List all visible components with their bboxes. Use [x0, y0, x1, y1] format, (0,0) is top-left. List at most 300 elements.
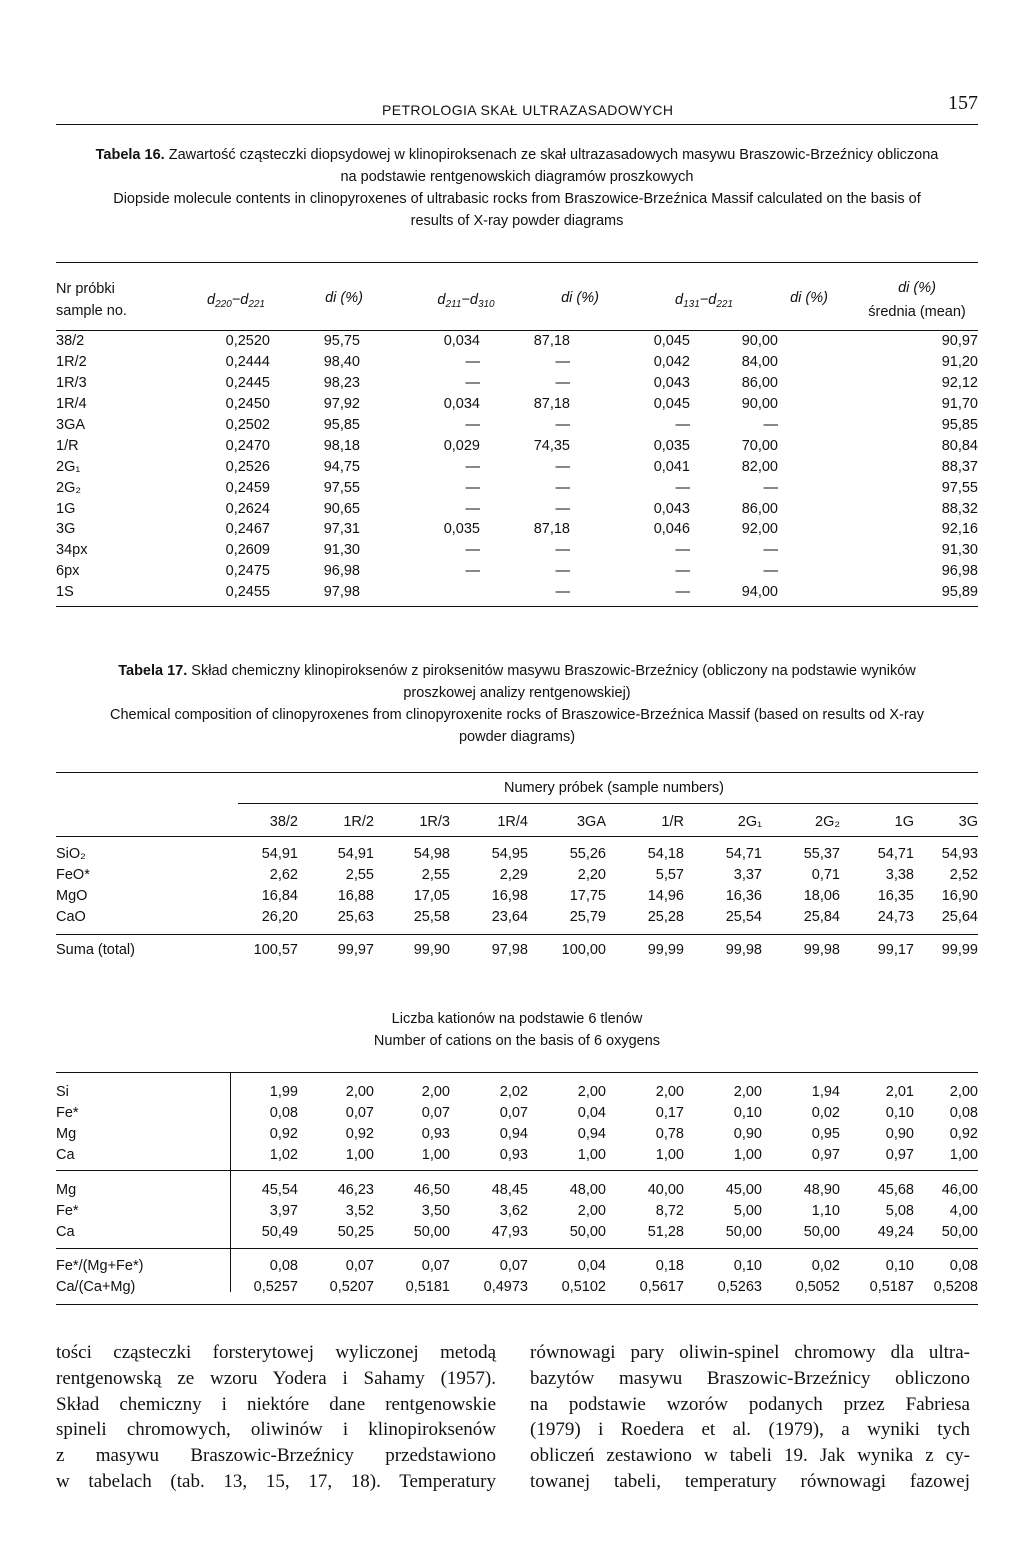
table-cell: 1,00: [733, 1147, 762, 1164]
sample-number-header: 1R/3: [419, 814, 450, 831]
table-cell: 90,65: [323, 500, 360, 517]
table-cell: 0,92: [269, 1126, 298, 1143]
table-cell: 49,24: [877, 1224, 914, 1241]
table-cell: 0,92: [345, 1126, 374, 1143]
table-cell: 54,93: [941, 846, 978, 863]
header-rule: [56, 124, 978, 125]
table-cell: 98,23: [323, 375, 360, 392]
table-cell: 46,00: [941, 1182, 978, 1199]
table-cell: 16,98: [491, 888, 528, 905]
text-line: Skład chemiczny i niektóre dane rentgenowskie: [56, 1393, 496, 1415]
table-cell: —: [555, 417, 570, 433]
table-cell: 51,28: [647, 1224, 684, 1241]
table-cell: 2,00: [949, 1084, 978, 1101]
table-cell: —: [465, 500, 480, 517]
table-row: [56, 415, 978, 436]
table-cell: 2,55: [345, 867, 374, 884]
table-row: [56, 331, 978, 352]
table-cell: 50,00: [413, 1224, 450, 1241]
table-cell: —: [465, 542, 480, 559]
table-cell: 0,5617: [639, 1279, 684, 1296]
table-cell: 2,00: [733, 1084, 762, 1101]
table-cell: 0,95: [811, 1126, 840, 1143]
header-mean: [856, 276, 978, 324]
table-row: [56, 456, 978, 477]
table-cell: 2,29: [499, 867, 528, 884]
table-cell: [360, 582, 480, 603]
corner-cell: [56, 812, 238, 833]
table-row: [56, 519, 978, 540]
table-cell: 91,20: [941, 354, 978, 371]
table-cell: 54,95: [491, 846, 528, 863]
table-cell: 0,2502: [225, 417, 270, 433]
table-cell: 0,2470: [225, 437, 270, 454]
table-cell: 95,75: [323, 333, 360, 350]
table-cell: 45,68: [877, 1182, 914, 1199]
table-cell: —: [763, 542, 778, 559]
table-cell: 17,05: [413, 888, 450, 905]
row-label: CaO: [56, 909, 86, 926]
header-di-2: di (%): [561, 290, 599, 306]
table-cell: 80,84: [941, 437, 978, 454]
table-cell: 0,07: [499, 1105, 528, 1122]
table-cell: 95,89: [941, 584, 978, 601]
sample-id: 6px: [56, 563, 80, 580]
row-label: FeO*: [56, 867, 90, 884]
table-cell: 0,90: [733, 1126, 762, 1143]
table-cell: 0,90: [885, 1126, 914, 1143]
table-cell: 2,02: [499, 1084, 528, 1101]
ratios-table: [56, 1256, 978, 1298]
table-row: [56, 352, 978, 373]
table-cell: 25,28: [647, 909, 684, 926]
text-line: bazytów masywu Braszowic-Brzeźnicy obliczono: [530, 1367, 970, 1389]
table-row: [56, 907, 978, 928]
header-d1-b: d: [240, 292, 249, 308]
table16-bottom-rule: [56, 606, 978, 607]
cations-title-en: Number of cations on the basis of 6 oxygens: [373, 1033, 661, 1049]
header-d3-b: d: [708, 292, 717, 308]
table-cell: 54,18: [647, 846, 684, 863]
table16-caption-pl-2: na podstawie rentgenowskich diagramów proszkowych: [340, 169, 694, 185]
table-cell: 95,85: [941, 417, 978, 433]
table-cell: 50,00: [725, 1224, 762, 1241]
table-cell: 25,64: [941, 909, 978, 926]
table-row: [56, 561, 978, 582]
table-cell: 91,30: [323, 542, 360, 559]
table-cell: 0,5187: [869, 1279, 914, 1296]
table-cell: 0,029: [443, 437, 480, 454]
table-cell: 2,00: [577, 1203, 606, 1220]
table-row: [56, 844, 978, 865]
table-cell: 0,042: [653, 354, 690, 371]
table-cell: 0,08: [949, 1258, 978, 1275]
table-cell: 1,00: [949, 1147, 978, 1164]
table-cell: 50,49: [261, 1224, 298, 1241]
table-cell: 0,045: [653, 333, 690, 350]
table16-header: [56, 270, 978, 330]
table-cell: 92,00: [741, 521, 778, 538]
header-sample: [56, 278, 127, 322]
table-cell: 0,92: [949, 1126, 978, 1143]
table-cell: 88,37: [941, 458, 978, 475]
row-label: Ca: [56, 1147, 75, 1164]
table-cell: 98,40: [323, 354, 360, 371]
table-cell: 26,20: [261, 909, 298, 926]
table-cell: 0,97: [811, 1147, 840, 1164]
table-cell: 97,98: [323, 584, 360, 601]
table17-total-rule: [56, 934, 978, 935]
table17-group-header: Numery próbek (sample numbers): [504, 780, 724, 796]
table-cell: 2,00: [577, 1084, 606, 1101]
table-cell: 99,17: [877, 942, 914, 959]
table-cell: 0,2467: [225, 521, 270, 538]
sample-numbers-row: [56, 812, 978, 833]
header-d2-b: d: [469, 292, 478, 308]
table-cell: 0,08: [949, 1105, 978, 1122]
table-cell: 1,99: [269, 1084, 298, 1101]
table-cell: 0,041: [653, 458, 690, 475]
table-cell: 84,00: [741, 354, 778, 371]
table-cell: 3,38: [885, 867, 914, 884]
table-cell: 96,98: [941, 563, 978, 580]
table17-oxide-values: [56, 844, 978, 928]
table-cell: 90,00: [741, 333, 778, 350]
sample-id: 2G₂: [56, 479, 81, 496]
text-line: towanej tabeli, temperatury równowagi fazowej: [530, 1470, 970, 1492]
table-cell: 0,034: [443, 333, 480, 350]
header-d1-a: d: [207, 292, 216, 308]
table-cell: —: [675, 584, 690, 601]
table-row: [56, 394, 978, 415]
table-cell: 0,5102: [561, 1279, 606, 1296]
page-number: 157: [948, 92, 978, 114]
table-cell: 0,035: [653, 437, 690, 454]
sample-id: 1S: [56, 584, 74, 601]
table-cell: 8,72: [655, 1203, 684, 1220]
sample-id: 38/2: [56, 333, 85, 350]
table-cell: —: [555, 479, 570, 496]
table-cell: 3,52: [345, 1203, 374, 1220]
cations-title-pl: Liczba kationów na podstawie 6 tlenów: [391, 1011, 643, 1027]
table-cell: —: [675, 479, 690, 496]
table-cell: 5,08: [885, 1203, 914, 1220]
table17-oxides: [56, 812, 978, 833]
table17-bottom-rule: [56, 1304, 978, 1305]
header-di-1: di (%): [325, 290, 363, 306]
table-cell: 48,45: [491, 1182, 528, 1199]
table-cell: 0,08: [269, 1105, 298, 1122]
running-title: PETROLOGIA SKAŁ ULTRAZASADOWYCH: [382, 102, 674, 118]
table-cell: 0,2624: [225, 500, 270, 517]
table-cell: 45,54: [261, 1182, 298, 1199]
table17-caption-en-1: Chemical composition of clinopyroxenes from clinopyroxenite rocks of Braszowice-Brzeźnica Massif (based on results od X-ray: [110, 707, 924, 723]
table-cell: 0,5052: [795, 1279, 840, 1296]
sample-id: 3G: [56, 521, 76, 538]
cations-mid-rule-2: [56, 1248, 978, 1249]
table-cell: —: [465, 458, 480, 475]
table-cell: 18,06: [803, 888, 840, 905]
table-row: [56, 1180, 978, 1201]
text-line: (1979) i Roedera et al. (1979), a wyniki tych: [530, 1419, 970, 1441]
table-cell: 14,96: [647, 888, 684, 905]
table-cell: —: [675, 417, 690, 433]
table-cell: 25,84: [803, 909, 840, 926]
table-cell: 0,5207: [329, 1279, 374, 1296]
table-cell: 70,00: [741, 437, 778, 454]
table-cell: 1,94: [811, 1084, 840, 1101]
table-cell: 94,00: [741, 584, 778, 601]
text-line: z masywu Braszowic-Brzeźnicy przedstawiono: [56, 1445, 496, 1467]
header-d2-b-sub: 310: [477, 299, 495, 310]
header-d211-d310: $d_{211}-d_{310}$: [437, 292, 495, 310]
table-cell: —: [675, 542, 690, 559]
table-cell: 54,98: [413, 846, 450, 863]
header-d220-d221: $d_{220}-d_{221}$: [207, 292, 265, 310]
table-cell: 50,00: [569, 1224, 606, 1241]
cations-table: [56, 1082, 978, 1166]
row-label: Mg: [56, 1182, 77, 1199]
table-cell: 16,35: [877, 888, 914, 905]
table-cell: 96,98: [323, 563, 360, 580]
table-cell: 0,034: [443, 396, 480, 413]
table-cell: 74,35: [533, 437, 570, 454]
table-cell: 0,93: [421, 1126, 450, 1143]
table-cell: 0,2520: [225, 333, 270, 350]
table-cell: 0,5208: [933, 1279, 978, 1296]
table-cell: —: [675, 563, 690, 580]
table-cell: —: [763, 479, 778, 496]
table-cell: 0,5257: [253, 1279, 298, 1296]
table-cell: 16,84: [261, 888, 298, 905]
table-cell: 0,4973: [483, 1279, 528, 1296]
table-cell: 97,31: [323, 521, 360, 538]
table-cell: 92,16: [941, 521, 978, 538]
header-d2-a: d: [437, 292, 446, 308]
table-cell: —: [465, 563, 480, 580]
header-di-3: di (%): [790, 290, 828, 306]
text-line: rentgenowską ze wzoru Yodera i Sahamy (1957).: [56, 1367, 496, 1389]
sample-id: 34px: [56, 542, 88, 559]
table-cell: —: [555, 584, 570, 601]
table-cell: 16,36: [725, 888, 762, 905]
sample-number-header: 1G: [894, 814, 914, 831]
header-d3-b-sub: 221: [716, 299, 733, 310]
table-cell: 2,01: [885, 1084, 914, 1101]
table-cell: 3,50: [421, 1203, 450, 1220]
table-cell: 2,52: [949, 867, 978, 884]
table-cell: 5,57: [655, 867, 684, 884]
table-row: [56, 540, 978, 561]
table-cell: 0,07: [499, 1258, 528, 1275]
table-cell: —: [555, 354, 570, 371]
table-cell: 87,18: [533, 396, 570, 413]
table-cell: 92,12: [941, 375, 978, 392]
table-cell: 0,2609: [225, 542, 270, 559]
table-row: [56, 1222, 978, 1243]
table-cell: 0,71: [811, 867, 840, 884]
table-cell: 0,07: [421, 1105, 450, 1122]
header-d3-a-sub: 131: [683, 299, 700, 310]
sample-number-header: 3GA: [576, 814, 606, 831]
header-mean-2: średnia (mean): [868, 304, 966, 320]
table-cell: 0,2475: [225, 563, 270, 580]
table-cell: 24,73: [877, 909, 914, 926]
table-cell: 1,00: [577, 1147, 606, 1164]
table-cell: —: [465, 354, 480, 371]
table17-label: Tabela 17.: [118, 663, 188, 679]
table-cell: 99,98: [725, 942, 762, 959]
table-cell: 0,045: [653, 396, 690, 413]
table17-caption-pl-1: Skład chemiczny klinopiroksenów z piroksenitów masywu Braszowic-Brzeźnicy (obliczony na podstawie wyników: [191, 663, 916, 679]
table-row: [56, 498, 978, 519]
table-cell: 99,99: [647, 942, 684, 959]
table-cell: —: [465, 417, 480, 433]
table-cell: 0,07: [345, 1105, 374, 1122]
table-cell: 1,00: [421, 1147, 450, 1164]
cations-mid-rule-1: [56, 1170, 978, 1171]
table-cell: 47,93: [491, 1224, 528, 1241]
table17-total: [56, 940, 978, 961]
table-row: [56, 1082, 978, 1103]
table-cell: 100,00: [561, 942, 606, 959]
table17-caption-pl-2: proszkowej analizy rentgenowskiej): [403, 685, 631, 701]
table-cell: 0,07: [421, 1258, 450, 1275]
table-cell: 97,55: [941, 479, 978, 496]
table16-caption-pl-1: Zawartość cząsteczki diopsydowej w klinopiroksenach ze skał ultrazasadowych masywu Braszowic-Brzeźnicy obliczona: [168, 147, 939, 163]
text-line: na podstawie wzorów podanych przez Fabriesa: [530, 1393, 970, 1415]
header-d3-a: d: [675, 292, 684, 308]
table-cell: 91,70: [941, 396, 978, 413]
row-label: Ca: [56, 1224, 75, 1241]
table-row: [56, 886, 978, 907]
sample-number-header: 1/R: [661, 814, 684, 831]
table-cell: 0,02: [811, 1105, 840, 1122]
table-cell: 25,58: [413, 909, 450, 926]
row-label: SiO₂: [56, 846, 86, 863]
table17-top-rule: [56, 772, 978, 773]
sample-number-header: 1R/2: [343, 814, 374, 831]
row-label: Fe*/(Mg+Fe*): [56, 1258, 144, 1275]
table-cell: 55,26: [569, 846, 606, 863]
row-label: Si: [56, 1084, 69, 1101]
table-cell: 25,79: [569, 909, 606, 926]
header-d2-a-sub: 211: [445, 299, 462, 310]
table-row: [56, 1277, 978, 1298]
table-cell: 46,23: [337, 1182, 374, 1199]
table-cell: 0,043: [653, 500, 690, 517]
table-cell: 87,18: [533, 521, 570, 538]
table-cell: 0,2526: [225, 458, 270, 475]
table-cell: 54,71: [725, 846, 762, 863]
body-column-right: [530, 1340, 970, 1495]
table-row: [56, 865, 978, 886]
table-cell: 0,07: [345, 1258, 374, 1275]
table-cell: 97,98: [491, 942, 528, 959]
table-cell: 54,71: [877, 846, 914, 863]
table16-label: Tabela 16.: [95, 147, 165, 163]
sample-number-header: 2G₂: [815, 814, 840, 831]
header-d131-d221: $d_{131}-d_{221}$: [675, 292, 733, 310]
table-cell: 97,55: [323, 479, 360, 496]
row-label: MgO: [56, 888, 88, 905]
sample-number-header: 2G₁: [737, 814, 762, 831]
table-cell: 82,00: [741, 458, 778, 475]
table-cell: 0,5263: [717, 1279, 762, 1296]
table16-caption: [56, 144, 978, 232]
table-cell: 0,04: [577, 1258, 606, 1275]
table-cell: —: [555, 563, 570, 580]
table-cell: 0,17: [655, 1105, 684, 1122]
percents-table: [56, 1180, 978, 1243]
sample-id: 1R/4: [56, 396, 87, 413]
text-line: spineli chromowych, oliwinów i klinopiroksenów: [56, 1419, 496, 1441]
table-cell: 0,2445: [225, 375, 270, 392]
table-cell: 2,00: [345, 1084, 374, 1101]
sample-id: 1G: [56, 500, 76, 517]
table-cell: 40,00: [647, 1182, 684, 1199]
table-cell: 50,25: [337, 1224, 374, 1241]
table-cell: 3,97: [269, 1203, 298, 1220]
row-label: Ca/(Ca+Mg): [56, 1279, 136, 1296]
table-cell: 0,043: [653, 375, 690, 392]
table17-samples-rule: [56, 836, 978, 837]
table-cell: 97,92: [323, 396, 360, 413]
table-cell: 0,18: [655, 1258, 684, 1275]
header-mean-1: di (%): [898, 280, 936, 296]
table-cell: 99,97: [337, 942, 374, 959]
table-cell: 48,00: [569, 1182, 606, 1199]
sample-id: 2G₁: [56, 458, 81, 475]
table-cell: 2,00: [655, 1084, 684, 1101]
table-row: [56, 477, 978, 498]
cations-top-rule: [56, 1072, 978, 1073]
table-cell: 90,97: [941, 333, 978, 350]
row-label: Suma (total): [56, 942, 135, 959]
header-d1-a-sub: 220: [215, 299, 232, 310]
sample-number-header: 3G: [958, 814, 978, 831]
table-cell: —: [555, 375, 570, 392]
table-cell: 86,00: [741, 375, 778, 392]
table-cell: 25,63: [337, 909, 374, 926]
table-cell: 0,2459: [225, 479, 270, 496]
table-cell: 91,30: [941, 542, 978, 559]
text-line: równowagi pary oliwin-spinel chromowy dla ultra-: [530, 1342, 970, 1363]
table-cell: 0,10: [885, 1105, 914, 1122]
table-cell: 88,32: [941, 500, 978, 517]
table-cell: 99,98: [803, 942, 840, 959]
table-cell: 2,20: [577, 867, 606, 884]
table-cell: 0,5181: [405, 1279, 450, 1296]
sample-id: 1R/2: [56, 354, 87, 371]
header-sample-en: sample no.: [56, 303, 127, 319]
table17-caption-en-2: powder diagrams): [458, 729, 576, 745]
table16-body: [56, 331, 978, 603]
sample-id: 1R/3: [56, 375, 87, 392]
table-cell: 54,91: [261, 846, 298, 863]
table-cell: 1,02: [269, 1147, 298, 1164]
table17-group-rule: [238, 803, 978, 804]
table-cell: 3,37: [733, 867, 762, 884]
table-cell: 48,90: [803, 1182, 840, 1199]
table-cell: —: [465, 375, 480, 392]
header-sample-pl: Nr próbki: [56, 281, 115, 297]
table-row: [56, 1124, 978, 1145]
table-cell: 16,90: [941, 888, 978, 905]
page-header: [56, 92, 978, 122]
table-cell: —: [465, 479, 480, 496]
table-cell: 99,90: [413, 942, 450, 959]
